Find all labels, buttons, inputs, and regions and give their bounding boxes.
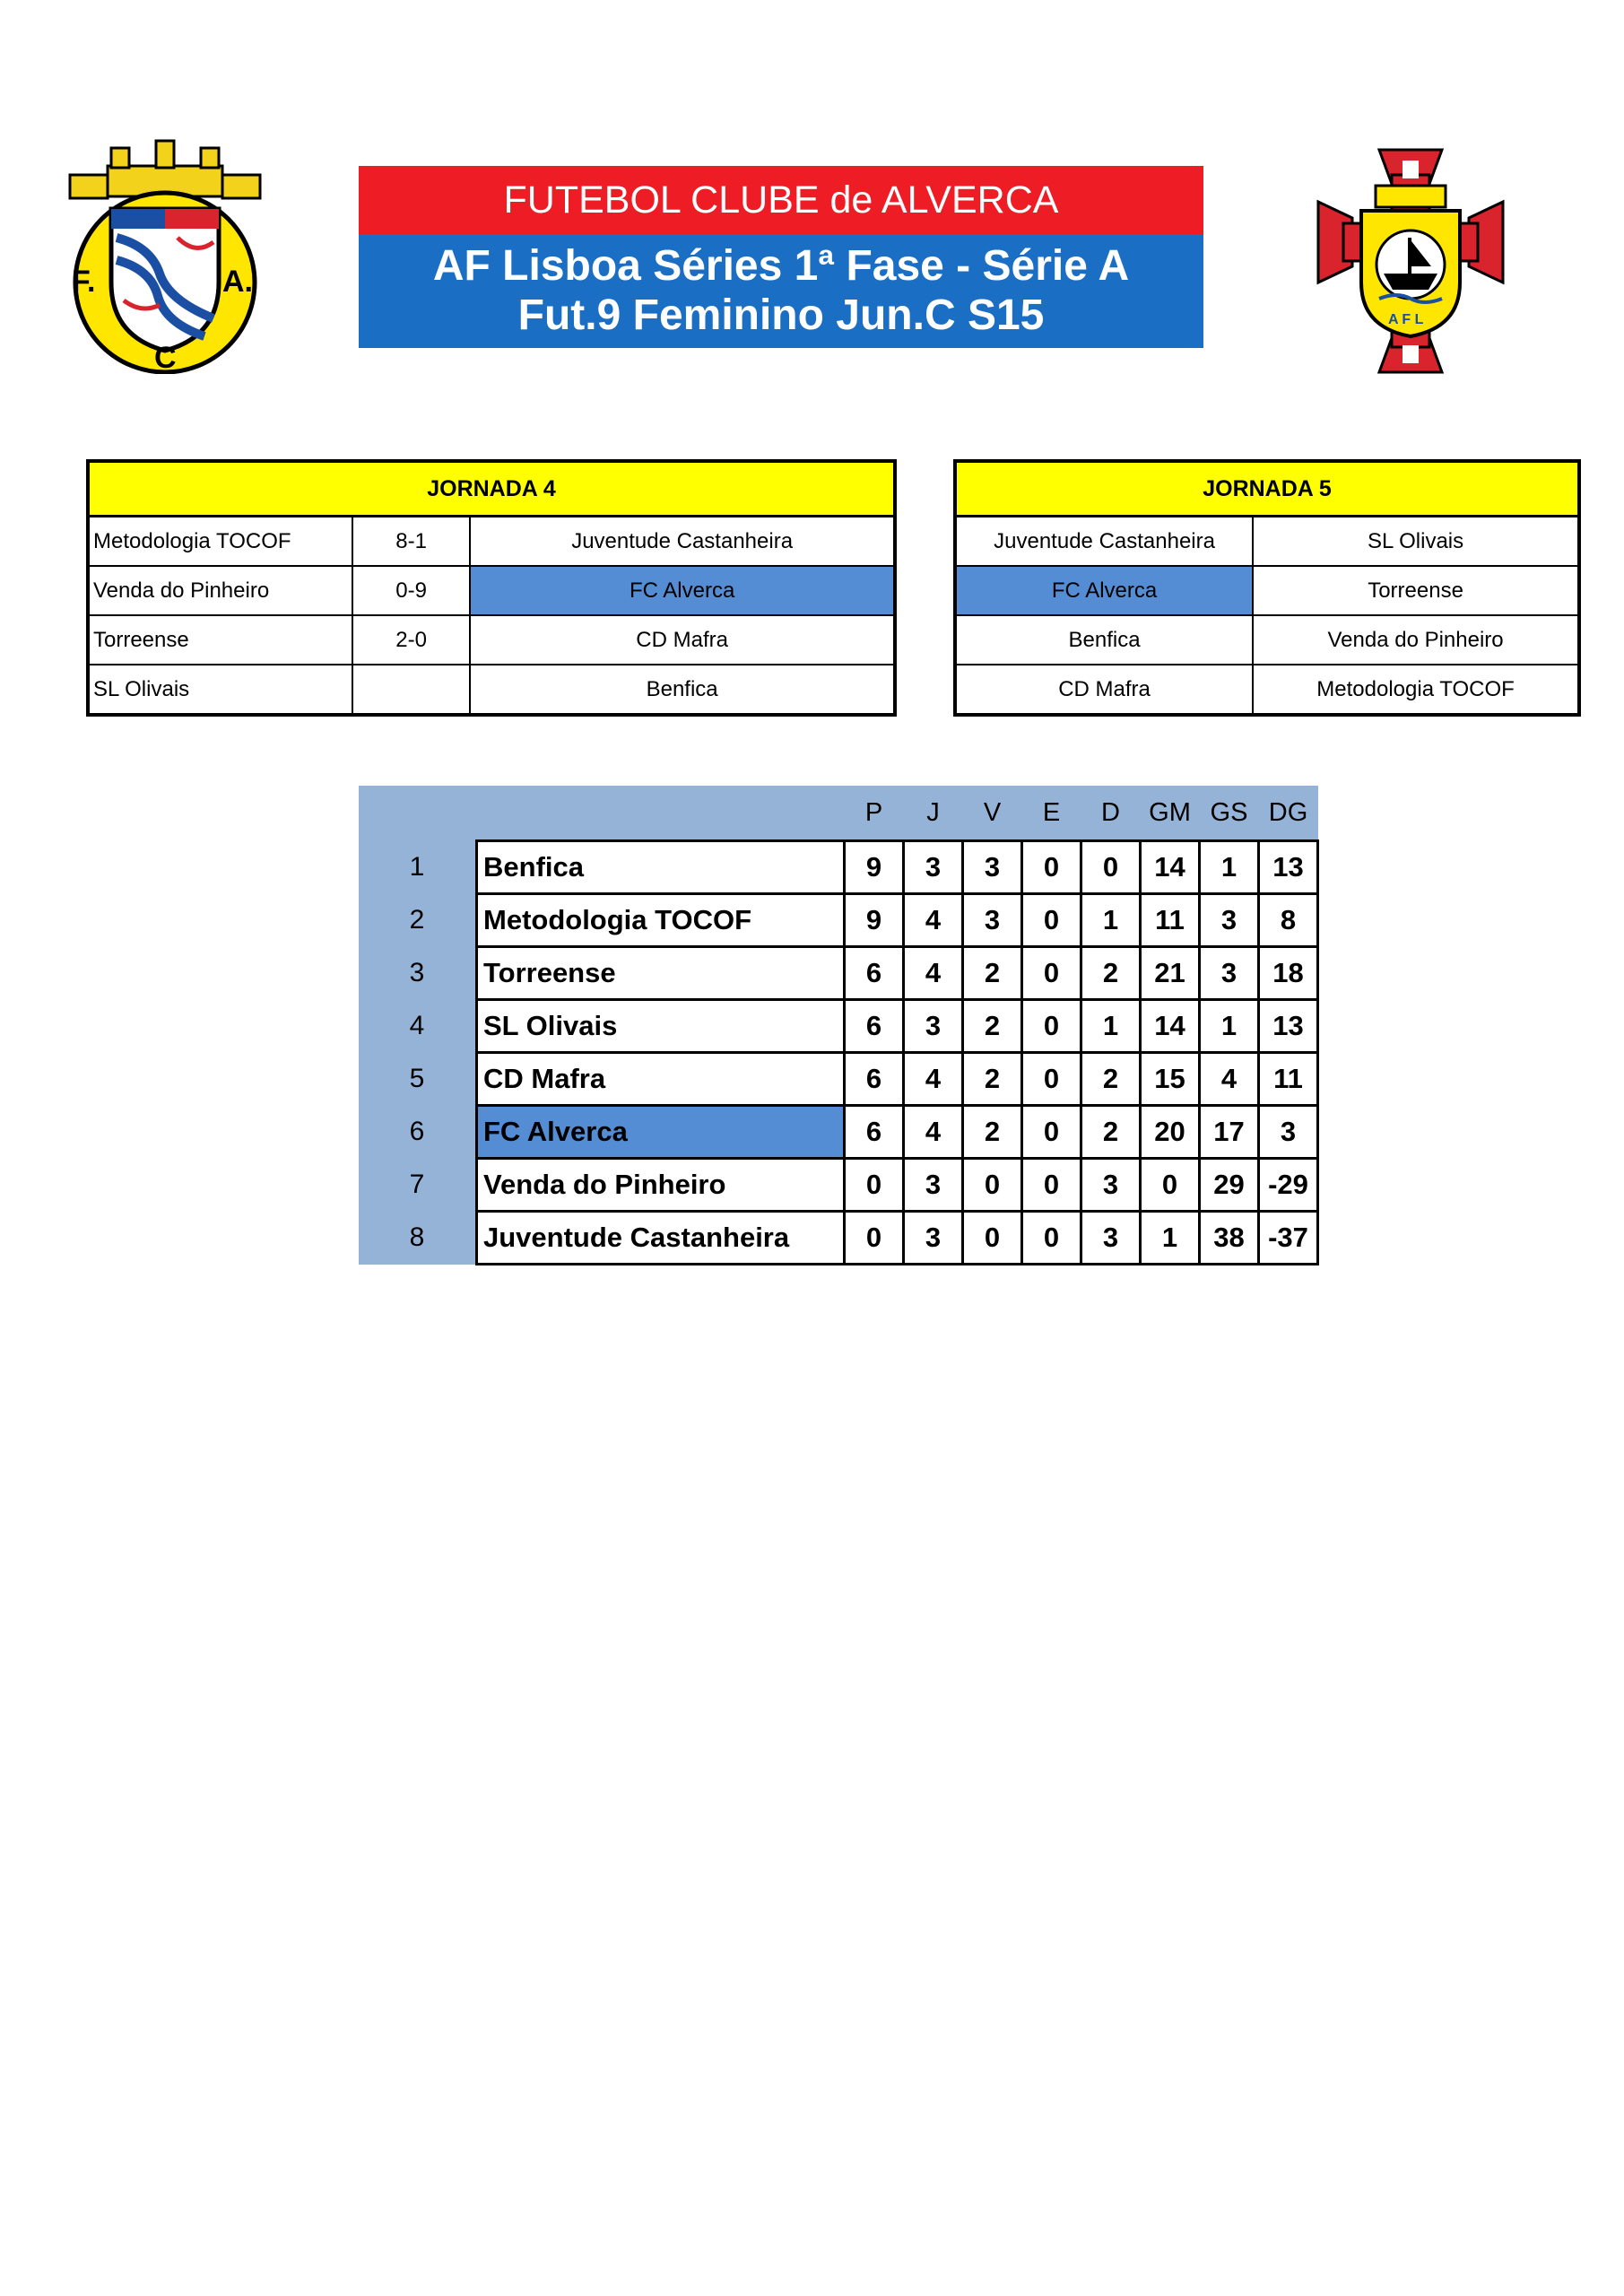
away-team: Torreense (1253, 566, 1579, 615)
stat-goals-against: 1 (1200, 841, 1259, 894)
table-row (955, 517, 1579, 567)
stat-goal-difference: 18 (1259, 947, 1318, 1000)
stat-goal-difference: 13 (1259, 1000, 1318, 1053)
stat-draws: 0 (1022, 841, 1081, 894)
stat-goal-difference: -37 (1259, 1212, 1318, 1265)
jornada-5-table (953, 459, 1581, 717)
away-team: CD Mafra (470, 615, 895, 665)
col-header-gs: GS (1200, 786, 1259, 841)
stat-losses: 2 (1081, 947, 1141, 1000)
stat-points: 9 (845, 841, 904, 894)
stat-wins: 3 (963, 894, 1022, 947)
home-team-highlighted: FC Alverca (955, 566, 1253, 615)
stat-goals-for: 11 (1141, 894, 1200, 947)
standing-position: 7 (359, 1159, 477, 1212)
stat-goals-for: 21 (1141, 947, 1200, 1000)
stat-goal-difference: 8 (1259, 894, 1318, 947)
stat-goals-against: 29 (1200, 1159, 1259, 1212)
stat-wins: 2 (963, 1053, 1022, 1106)
standing-team: Torreense (477, 947, 845, 1000)
stat-goals-against: 3 (1200, 947, 1259, 1000)
standings-header-row (359, 786, 1318, 841)
stat-wins: 2 (963, 1106, 1022, 1159)
fc-alverca-crest-logo (61, 139, 269, 374)
stat-goals-for: 15 (1141, 1053, 1200, 1106)
col-header-dg: DG (1259, 786, 1318, 841)
match-score: 2-0 (352, 615, 470, 665)
team-header (477, 786, 845, 841)
stat-wins: 0 (963, 1212, 1022, 1265)
club-title-banner (359, 166, 1203, 234)
away-team: Juventude Castanheira (470, 517, 895, 567)
table-row (359, 1000, 1318, 1053)
stat-played: 4 (904, 1106, 963, 1159)
table-row (359, 1212, 1318, 1265)
table-row (955, 566, 1579, 615)
stat-draws: 0 (1022, 1159, 1081, 1212)
col-header-v: V (963, 786, 1022, 841)
standing-position: 4 (359, 1000, 477, 1053)
position-header (359, 786, 477, 841)
stat-points: 6 (845, 1000, 904, 1053)
table-row (88, 615, 895, 665)
stat-goals-against: 4 (1200, 1053, 1259, 1106)
stat-goals-for: 1 (1141, 1212, 1200, 1265)
standing-position: 1 (359, 841, 477, 894)
stat-draws: 0 (1022, 1000, 1081, 1053)
stat-losses: 3 (1081, 1212, 1141, 1265)
stat-played: 3 (904, 1212, 963, 1265)
stat-goals-for: 20 (1141, 1106, 1200, 1159)
jornada-4-table (86, 459, 897, 717)
standing-position: 6 (359, 1106, 477, 1159)
away-team: Benfica (470, 665, 895, 715)
table-row (359, 1053, 1318, 1106)
away-team: Venda do Pinheiro (1253, 615, 1579, 665)
stat-losses: 1 (1081, 1000, 1141, 1053)
stat-goal-difference: -29 (1259, 1159, 1318, 1212)
standing-team: CD Mafra (477, 1053, 845, 1106)
stat-goals-for: 14 (1141, 841, 1200, 894)
standings-table (359, 786, 1319, 1265)
stat-draws: 0 (1022, 894, 1081, 947)
table-row (88, 665, 895, 715)
away-team: Metodologia TOCOF (1253, 665, 1579, 715)
col-header-e: E (1022, 786, 1081, 841)
col-header-p: P (845, 786, 904, 841)
standing-team: FC Alverca (477, 1106, 845, 1159)
stat-points: 6 (845, 947, 904, 1000)
standing-position: 8 (359, 1212, 477, 1265)
crest-letter-a: A. (222, 265, 253, 299)
table-row (88, 517, 895, 567)
match-score (352, 665, 470, 715)
away-team: SL Olivais (1253, 517, 1579, 567)
home-team: Benfica (955, 615, 1253, 665)
competition-line-1: AF Lisboa Séries 1ª Fase - Série A (432, 242, 1130, 290)
col-header-j: J (904, 786, 963, 841)
crest-letter-c: C (154, 341, 177, 374)
stat-points: 6 (845, 1053, 904, 1106)
stat-goals-against: 17 (1200, 1106, 1259, 1159)
stat-losses: 0 (1081, 841, 1141, 894)
standing-team: SL Olivais (477, 1000, 845, 1053)
standing-team: Metodologia TOCOF (477, 894, 845, 947)
stat-played: 3 (904, 1159, 963, 1212)
jornada-4-title: JORNADA 4 (88, 461, 895, 517)
stat-goal-difference: 3 (1259, 1106, 1318, 1159)
standing-position: 5 (359, 1053, 477, 1106)
stat-draws: 0 (1022, 1053, 1081, 1106)
stat-draws: 0 (1022, 947, 1081, 1000)
stat-points: 9 (845, 894, 904, 947)
home-team: Venda do Pinheiro (88, 566, 352, 615)
home-team: Metodologia TOCOF (88, 517, 352, 567)
emblem-letters: A F L (1388, 312, 1424, 327)
stat-goal-difference: 13 (1259, 841, 1318, 894)
home-team: SL Olivais (88, 665, 352, 715)
stat-played: 3 (904, 841, 963, 894)
table-row (955, 665, 1579, 715)
standing-team: Benfica (477, 841, 845, 894)
table-row (359, 894, 1318, 947)
table-row (359, 1159, 1318, 1212)
standing-team: Venda do Pinheiro (477, 1159, 845, 1212)
stat-goal-difference: 11 (1259, 1053, 1318, 1106)
home-team: CD Mafra (955, 665, 1253, 715)
stat-points: 0 (845, 1159, 904, 1212)
stat-losses: 1 (1081, 894, 1141, 947)
stat-draws: 0 (1022, 1212, 1081, 1265)
stat-losses: 3 (1081, 1159, 1141, 1212)
away-team-highlighted: FC Alverca (470, 566, 895, 615)
stat-played: 4 (904, 1053, 963, 1106)
stat-wins: 3 (963, 841, 1022, 894)
competition-line-2: Fut.9 Feminino Jun.C S15 (517, 291, 1045, 339)
crest-letter-f: F. (72, 265, 96, 299)
standing-position: 3 (359, 947, 477, 1000)
table-row (359, 1106, 1318, 1159)
stat-losses: 2 (1081, 1106, 1141, 1159)
stat-wins: 2 (963, 1000, 1022, 1053)
stat-goals-against: 38 (1200, 1212, 1259, 1265)
table-row (359, 947, 1318, 1000)
home-team: Juventude Castanheira (955, 517, 1253, 567)
stat-points: 0 (845, 1212, 904, 1265)
stat-draws: 0 (1022, 1106, 1081, 1159)
col-header-d: D (1081, 786, 1141, 841)
stat-goals-for: 0 (1141, 1159, 1200, 1212)
match-score: 8-1 (352, 517, 470, 567)
jornada-5-title: JORNADA 5 (955, 461, 1579, 517)
standing-position: 2 (359, 894, 477, 947)
stat-goals-against: 3 (1200, 894, 1259, 947)
stat-played: 4 (904, 894, 963, 947)
stat-losses: 2 (1081, 1053, 1141, 1106)
stat-wins: 2 (963, 947, 1022, 1000)
standing-team: Juventude Castanheira (477, 1212, 845, 1265)
competition-banner (359, 234, 1203, 348)
stat-played: 3 (904, 1000, 963, 1053)
table-row (359, 841, 1318, 894)
stat-wins: 0 (963, 1159, 1022, 1212)
stat-goals-for: 14 (1141, 1000, 1200, 1053)
stat-points: 6 (845, 1106, 904, 1159)
match-score: 0-9 (352, 566, 470, 615)
af-lisboa-emblem-logo (1316, 148, 1505, 374)
col-header-gm: GM (1141, 786, 1200, 841)
table-row (88, 566, 895, 615)
stat-goals-against: 1 (1200, 1000, 1259, 1053)
stat-played: 4 (904, 947, 963, 1000)
club-title: FUTEBOL CLUBE de ALVERCA (503, 178, 1059, 222)
table-row (955, 615, 1579, 665)
home-team: Torreense (88, 615, 352, 665)
